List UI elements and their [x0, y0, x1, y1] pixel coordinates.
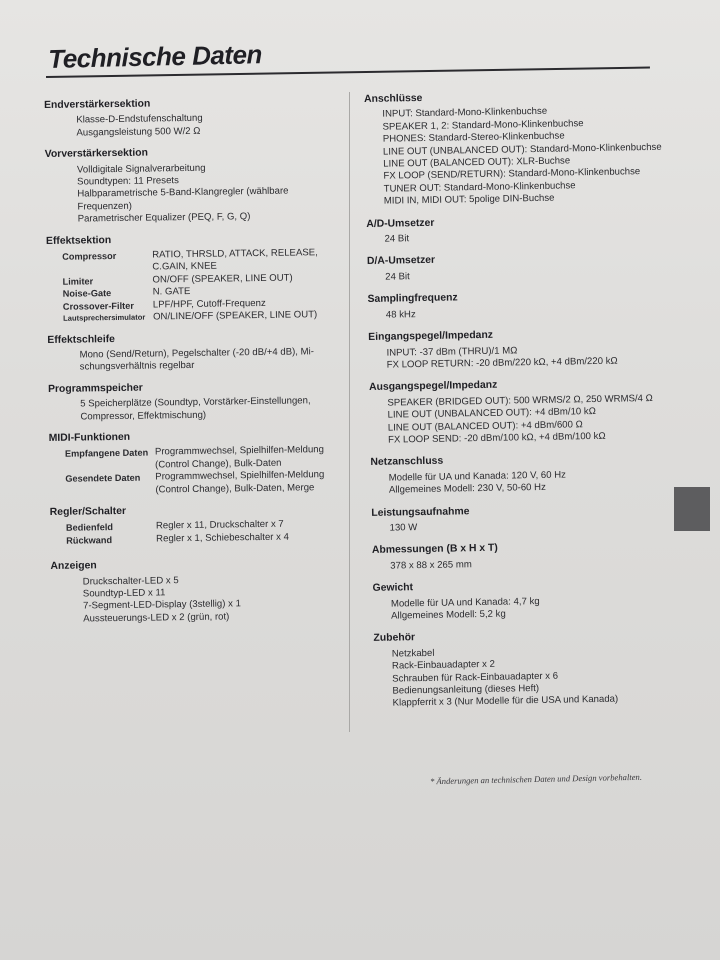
spec-line: Modelle für UA und Kanada: 120 V, 60 Hz	[388, 469, 567, 484]
spec-line: Halbparametrische 5-Band-Klangregler (wählbare Frequenzen)	[77, 186, 289, 213]
section-endverstaerker	[44, 96, 345, 140]
section-heading: Vorverstärkersektion	[44, 147, 149, 161]
spec-key: Bedienfeld	[65, 522, 114, 534]
spec-key: Rückwand	[66, 534, 113, 546]
spec-line: 130 W	[389, 522, 418, 534]
spec-line: 48 kHz	[385, 308, 416, 321]
spec-key: Empfangene Daten	[64, 447, 149, 460]
spec-line: PHONES: Standard-Stereo-Klinkenbuchse	[382, 130, 565, 145]
section-heading: Regler/Schalter	[49, 505, 127, 518]
column-divider	[349, 92, 350, 732]
spec-line: Rack-Einbauadapter x 2	[391, 659, 496, 672]
spec-value: ON/LINE/OFF (SPEAKER, LINE OUT)	[152, 309, 318, 323]
section-effektsektion	[46, 231, 347, 325]
spec-key: Limiter	[62, 276, 94, 287]
spec-key: Compressor	[62, 251, 117, 262]
spec-line: Klasse-D-Endstufenschaltung	[76, 113, 203, 126]
spec-line: SPEAKER 1, 2: Standard-Mono-Klinkenbuchse	[382, 117, 584, 133]
section-abmessungen	[372, 540, 692, 573]
section-vorverstaerker	[45, 145, 346, 227]
spec-line: INPUT: Standard-Mono-Klinkenbuchse	[382, 106, 548, 121]
footnote: * Änderungen an technischen Daten und Design vorbehalten.	[429, 771, 643, 787]
page-title: Technische Daten	[48, 39, 263, 74]
spec-line: Modelle für UA und Kanada: 4,7 kg	[390, 595, 540, 610]
section-heading: Eingangspegel/Impedanz	[368, 329, 494, 344]
spec-line: 24 Bit	[384, 233, 410, 245]
spec-key: Lautsprechersimulator	[62, 312, 146, 323]
spec-line: TUNER OUT: Standard-Mono-Klinkenbuchse	[383, 180, 576, 195]
spec-value: N. GATE	[152, 286, 191, 298]
spec-line: Netzkabel	[391, 647, 435, 660]
section-heading: Anzeigen	[50, 560, 97, 573]
section-programmspeicher	[48, 380, 349, 424]
spec-value: Programmwechsel, Spielhilfen-Meldung	[155, 469, 325, 483]
section-midi	[49, 429, 350, 498]
spec-value: (Control Change), Bulk-Daten	[155, 457, 282, 471]
spec-line: Compressor, Effektmischung)	[80, 409, 207, 423]
section-heading: A/D-Umsetzer	[366, 217, 435, 230]
section-gewicht	[373, 578, 694, 624]
section-heading: Effektsektion	[45, 234, 112, 247]
spec-line: INPUT: -37 dBm (THRU)/1 MΩ	[386, 344, 518, 359]
spec-line: 378 x 88 x 265 mm	[390, 558, 472, 572]
spec-line: Schrauben für Rack-Einbauadapter x 6	[392, 670, 559, 685]
section-regler	[50, 503, 351, 547]
spec-line: Parametrischer Equalizer (PEQ, F, G, Q)	[77, 211, 251, 225]
section-zubehoer	[373, 628, 694, 711]
spec-line: schungsverhältnis regelbar	[79, 360, 195, 373]
section-eingangspegel	[368, 326, 689, 372]
spec-line: Ausgangsleistung 500 W/2 Ω	[76, 125, 201, 139]
spec-line: Allgemeines Modell: 5,2 kg	[391, 608, 506, 622]
spec-key: Noise-Gate	[62, 288, 112, 300]
section-samplingfrequenz	[367, 289, 687, 322]
spec-line: Mono (Send/Return), Pegelschalter (-20 dB/+4 dB), Mi-	[79, 346, 314, 361]
spec-line: FX LOOP (SEND/RETURN): Standard-Mono-Klinkenbuchse	[383, 166, 641, 183]
spec-line: LINE OUT (UNBALANCED OUT): +4 dBm/10 kΩ	[387, 406, 596, 421]
spec-line: Aussteuerungs-LED x 2 (grün, rot)	[83, 611, 230, 625]
section-heading: Samplingfrequenz	[367, 292, 458, 306]
section-heading: Zubehör	[373, 632, 416, 645]
spec-line: 5 Speicherplätze (Soundtyp, Vorstärker-Einstellungen,	[80, 395, 311, 410]
section-heading: MIDI-Funktionen	[48, 431, 131, 444]
spec-key: Gesendete Daten	[65, 472, 141, 484]
section-heading: Endverstärkersektion	[44, 98, 151, 111]
section-heading: Effektschleife	[47, 333, 115, 346]
spec-line: Bedienungsanleitung (dieses Heft)	[392, 683, 540, 697]
spec-value: RATIO, THRSLD, ATTACK, RELEASE,	[152, 247, 318, 261]
left-column	[44, 96, 351, 635]
spec-value: LPF/HPF, Cutoff-Frequenz	[152, 297, 266, 311]
spec-line: Soundtypen: 11 Presets	[77, 175, 179, 188]
section-heading: D/A-Umsetzer	[366, 255, 436, 268]
spec-line: FX LOOP RETURN: -20 dBm/220 kΩ, +4 dBm/220 kΩ	[386, 355, 618, 371]
spec-line: Klappferrit x 3 (Nur Modelle für die USA und Kanada)	[392, 694, 619, 710]
spec-line: 7-Segment-LED-Display (3stellig) x 1	[82, 598, 241, 612]
section-anzeigen	[50, 557, 351, 626]
spec-key: Crossover-Filter	[62, 300, 134, 312]
section-anschluesse	[364, 88, 686, 208]
section-da-umsetzer	[367, 251, 687, 284]
spec-line: MIDI IN, MIDI OUT: 5polige DIN-Buchse	[383, 192, 555, 207]
spec-value: Regler x 11, Druckschalter x 7	[155, 519, 284, 532]
spec-line: Allgemeines Modell: 230 V, 50-60 Hz	[388, 482, 546, 496]
spec-line: LINE OUT (BALANCED OUT): +4 dBm/600 Ω	[387, 418, 583, 434]
section-effektschleife	[47, 330, 348, 374]
spec-value: Regler x 1, Schiebeschalter x 4	[156, 531, 289, 545]
spec-line: Druckschalter-LED x 5	[82, 574, 179, 588]
section-heading: Abmessungen (B x H x T)	[371, 543, 498, 557]
section-heading: Netzanschluss	[370, 456, 444, 469]
spec-line: Soundtyp-LED x 11	[82, 587, 166, 600]
right-column	[364, 88, 695, 720]
section-heading: Ausgangspegel/Impedanz	[369, 380, 498, 394]
spec-line: Volldigitale Signalverarbeitung	[76, 162, 206, 176]
section-heading: Gewicht	[372, 582, 414, 595]
spec-value: C.GAIN, KNEE	[152, 261, 217, 273]
section-heading: Anschlüsse	[364, 92, 423, 105]
spec-value: ON/OFF (SPEAKER, LINE OUT)	[152, 272, 293, 286]
section-heading: Programmspeicher	[47, 382, 143, 395]
section-netzanschluss	[370, 452, 691, 498]
spec-line: LINE OUT (UNBALANCED OUT): Standard-Mono-Klinkenbuchse	[382, 141, 662, 158]
spec-line: FX LOOP SEND: -20 dBm/100 kΩ, +4 dBm/100 kΩ	[387, 430, 606, 446]
section-ausgangspegel	[369, 377, 690, 448]
spec-line: SPEAKER (BRIDGED OUT): 500 WRMS/2 Ω, 250 WRMS/4 Ω	[387, 392, 653, 409]
section-heading: Leistungsaufnahme	[371, 505, 470, 519]
section-leistungsaufnahme	[371, 502, 691, 535]
spec-value: (Control Change), Bulk-Daten, Merge	[155, 481, 315, 496]
spec-value: Programmwechsel, Spielhilfen-Meldung	[154, 444, 325, 458]
section-ad-umsetzer	[366, 213, 686, 246]
spec-line: LINE OUT (BALANCED OUT): XLR-Buchse	[383, 155, 571, 170]
spec-line: 24 Bit	[385, 271, 410, 283]
